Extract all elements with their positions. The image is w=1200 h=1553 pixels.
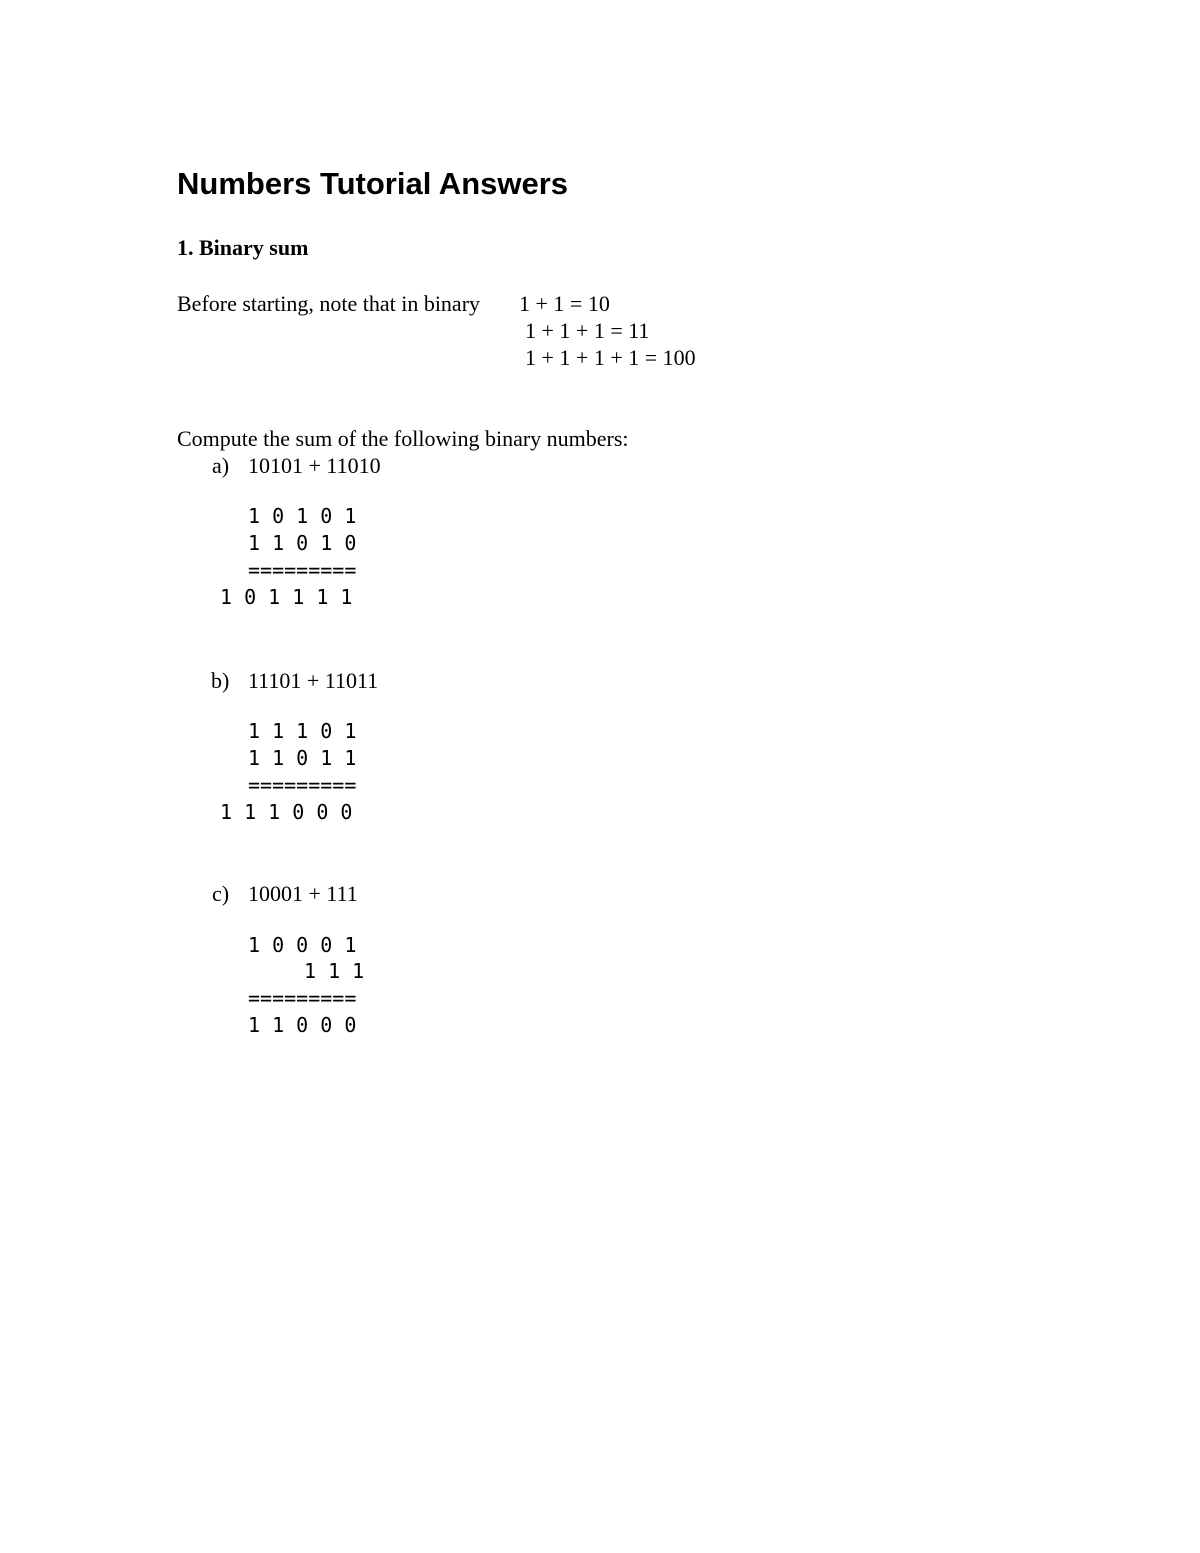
problem-c-row-1: 1 0 0 0 1: [248, 933, 357, 957]
intro-text: Before starting, note that in binary: [177, 291, 481, 316]
problem-c-expression: 10001 + 111: [248, 881, 358, 906]
problem-b-separator: =========: [248, 773, 357, 797]
problem-a-row-1: 1 0 1 0 1: [248, 504, 357, 528]
problem-prompt: Compute the sum of the following binary numbers:: [177, 426, 629, 451]
problem-b-row-1: 1 1 1 0 1: [248, 719, 357, 743]
problem-a-label: a): [212, 453, 230, 478]
problem-c-result: 1 1 0 0 0: [248, 1013, 357, 1037]
problem-c-row-2: 1 1 1: [304, 959, 365, 983]
problem-c-separator: =========: [248, 986, 357, 1010]
problem-b-result: 1 1 1 0 0 0: [220, 800, 353, 824]
problem-b-label: b): [211, 668, 230, 693]
binary-fact-1: 1 + 1 = 10: [519, 291, 610, 316]
binary-fact-3: 1 + 1 + 1 + 1 = 100: [525, 345, 696, 370]
problem-a-row-2: 1 1 0 1 0: [248, 531, 357, 555]
problem-a-result: 1 0 1 1 1 1: [220, 585, 353, 609]
problem-b-expression: 11101 + 11011: [248, 668, 379, 693]
page-title: Numbers Tutorial Answers: [177, 166, 569, 201]
binary-fact-2: 1 + 1 + 1 = 11: [525, 318, 650, 343]
problem-c-label: c): [212, 881, 230, 906]
section-heading: 1. Binary sum: [177, 235, 309, 260]
problem-a-separator: =========: [248, 558, 357, 582]
problem-a-expression: 10101 + 11010: [248, 453, 381, 478]
problem-b-row-2: 1 1 0 1 1: [248, 746, 357, 770]
